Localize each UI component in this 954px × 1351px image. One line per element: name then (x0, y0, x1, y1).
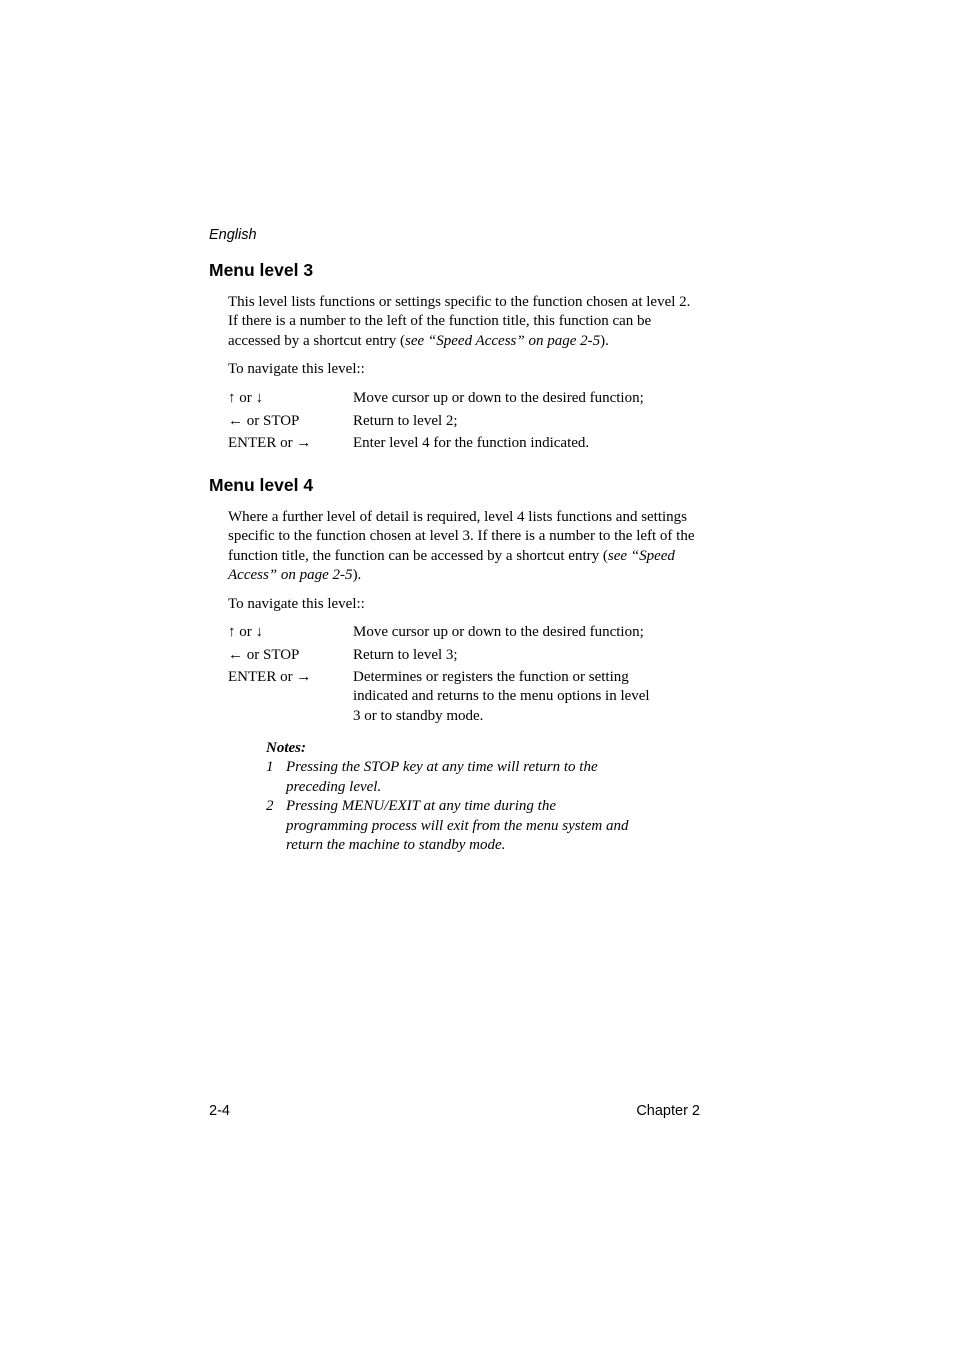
key-label: ENTER or → (228, 669, 312, 685)
key-row (228, 623, 673, 642)
paragraph-text-end: ). (352, 567, 362, 584)
cross-reference: see “Speed Access” on page 2-5 (405, 332, 601, 349)
notes-title: Notes: (266, 740, 306, 756)
key-description: Move cursor up or down to the desired function; (353, 624, 644, 640)
key-label: ↑ or ↓ (228, 390, 263, 406)
key-row (228, 646, 673, 665)
key-row (228, 668, 653, 726)
note-text: Pressing MENU/EXIT at any time during the programming process will exit from the menu system and return the machine to standby mode. (286, 798, 629, 854)
key-row (228, 434, 673, 453)
key-label: ← or STOP (228, 413, 300, 429)
paragraph-menu-level-3 (228, 293, 700, 351)
key-description: Return to level 3; (353, 647, 458, 663)
key-label: ENTER or → (228, 435, 312, 451)
note-number: 2 (266, 798, 274, 815)
chapter-label: Chapter 2 (636, 1103, 700, 1119)
heading-menu-level-4: Menu level 4 (209, 475, 314, 495)
key-row (228, 412, 673, 431)
page-number: 2-4 (209, 1103, 230, 1119)
key-description: Return to level 2; (353, 413, 458, 429)
note-number: 1 (266, 759, 274, 776)
key-label: ← or STOP (228, 647, 300, 663)
heading-menu-level-3: Menu level 3 (209, 260, 314, 280)
notes-block (266, 739, 636, 855)
note-text: Pressing the STOP key at any time will return to the preceding level. (286, 759, 598, 795)
running-header-language: English (209, 227, 257, 243)
key-description: Enter level 4 for the function indicated. (353, 435, 590, 451)
cross-reference: see “Speed Access” on page 2-5 (228, 547, 675, 584)
key-row (228, 389, 673, 408)
navigate-intro: To navigate this level:: (228, 596, 365, 612)
paragraph-menu-level-4 (228, 508, 700, 586)
paragraph-text: This level lists functions or settings specific to the function chosen at level 2. If there is a number to the left of the function title, this function can be accessed by a shortcut entry ( (228, 294, 691, 349)
key-label: ↑ or ↓ (228, 624, 263, 640)
key-description: Determines or registers the function or setting indicated and returns to the menu options in level 3 or to standby mode. (353, 669, 650, 724)
note-item (266, 797, 636, 855)
navigate-intro: To navigate this level:: (228, 361, 365, 377)
key-description: Move cursor up or down to the desired function; (353, 390, 644, 406)
paragraph-text-end: ). (600, 332, 609, 349)
paragraph-text: Where a further level of detail is required, level 4 lists functions and settings specific to the function chosen at level 3. If there is a number to the left of the function title, the function can be accessed by a shortcut entry ( (228, 509, 695, 564)
note-item (266, 758, 636, 797)
